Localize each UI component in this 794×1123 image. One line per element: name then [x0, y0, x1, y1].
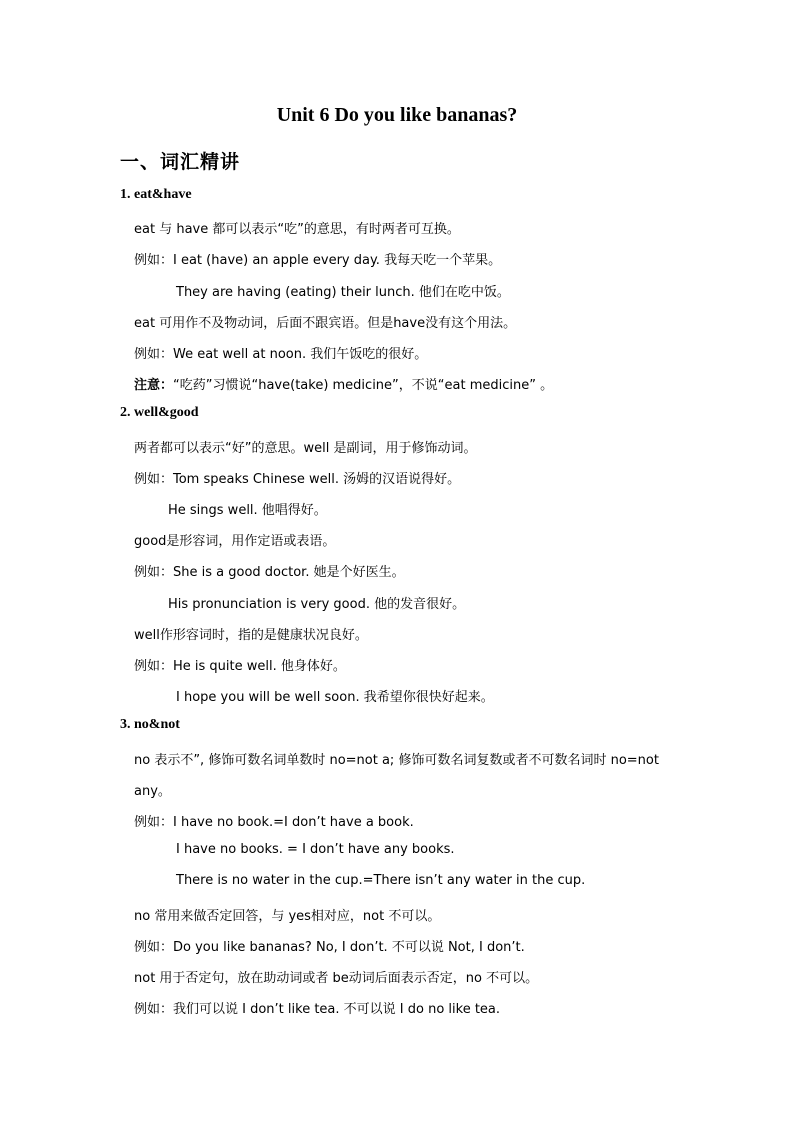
note-line — [134, 374, 553, 393]
paragraph: good是形容词，用作定语或表语。 — [134, 534, 336, 549]
paragraph: no 常用来做否定回答，与 yes相对应，not 不可以。 — [134, 909, 441, 924]
example-line: There is no water in the cup.=There isn’t any water in the cup. — [176, 873, 586, 888]
example-line: 例如：I have no book.=I don’t have a book. — [134, 815, 414, 830]
example-line: 例如：He is quite well. 他身体好。 — [134, 659, 346, 674]
example-line: He sings well. 他唱得好。 — [168, 503, 327, 518]
example-line: 例如：Do you like bananas? No, I don’t. 不可以说 Not, I don’t. — [134, 940, 525, 955]
example-line: 例如：She is a good doctor. 她是个好医生。 — [134, 565, 405, 580]
paragraph-continued: any。 — [134, 784, 171, 799]
paragraph: eat 可用作不及物动词，后面不跟宾语。但是have没有这个用法。 — [134, 316, 517, 331]
section-heading: 一、词汇精讲 — [120, 151, 241, 173]
example-line: 例如：I eat (have) an apple every day. 我每天吃一个苹果。 — [134, 253, 502, 268]
example-line: His pronunciation is very good. 他的发音很好。 — [168, 597, 466, 612]
item-heading-no-not: 3. no&not — [120, 717, 180, 732]
example-line: They are having (eating) their lunch. 他们在吃中饭。 — [176, 285, 510, 300]
example-line: 例如：Tom speaks Chinese well. 汤姆的汉语说得好。 — [134, 472, 461, 487]
paragraph: eat 与 have 都可以表示“吃”的意思，有时两者可互换。 — [134, 222, 460, 237]
paragraph: well作形容词时，指的是健康状况良好。 — [134, 628, 368, 643]
note-text: “吃药”习惯说“have(take) medicine”，不说“eat medicine” 。 — [173, 378, 554, 393]
document-title: Unit 6 Do you like bananas? — [276, 104, 518, 126]
paragraph: no 表示不”, 修饰可数名词单数时 no=not a; 修饰可数名词复数或者不可数名词时 no=not — [134, 753, 659, 768]
item-heading-well-good: 2. well&good — [120, 405, 199, 420]
example-line: 例如：We eat well at noon. 我们午饭吃的很好。 — [134, 347, 428, 362]
example-line: 例如：我们可以说 I don’t like tea. 不可以说 I do no like tea. — [134, 1002, 501, 1017]
example-line: I hope you will be well soon. 我希望你很快好起来。 — [176, 690, 494, 705]
item-heading-eat-have: 1. eat&have — [120, 187, 192, 202]
paragraph: not 用于否定句，放在助动词或者 be动词后面表示否定，no 不可以。 — [134, 971, 539, 986]
note-label: 注意： — [134, 378, 174, 393]
example-line: I have no books. = I don’t have any books. — [176, 842, 455, 857]
paragraph: 两者都可以表示“好”的意思。well 是副词，用于修饰动词。 — [134, 441, 477, 456]
